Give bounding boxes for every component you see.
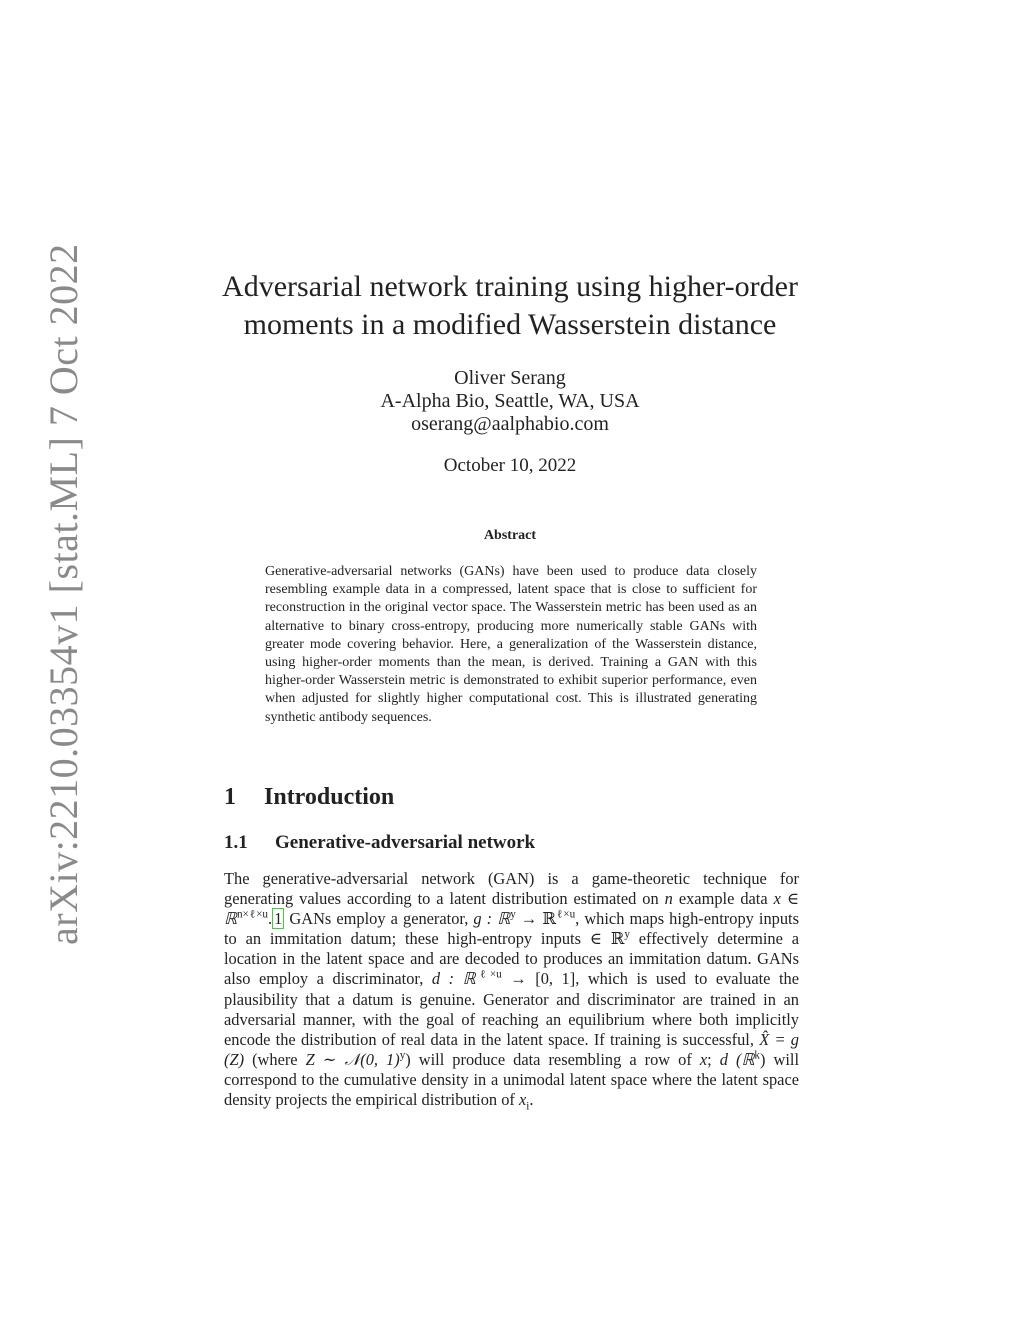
- section-title: Introduction: [264, 784, 395, 810]
- subsection-number: 1.1: [224, 832, 248, 853]
- section-number: 1: [224, 784, 236, 810]
- paper-date: October 10, 2022: [443, 455, 577, 476]
- subsection-title: Generative-adversarial network: [275, 832, 536, 853]
- title-line-2: moments in a modified Wasserstein distance: [243, 308, 777, 341]
- subsection-heading: [224, 832, 535, 854]
- arxiv-identifier: arXiv:2210.03354v1 [stat.ML] 7 Oct 2022: [41, 243, 86, 945]
- citation-link[interactable]: 1: [274, 909, 283, 929]
- title-line-1: Adversarial network training using higher-order: [222, 270, 798, 303]
- author-affiliation: A-Alpha Bio, Seattle, WA, USA: [380, 390, 640, 412]
- author-name: Oliver Serang: [454, 367, 566, 389]
- abstract-heading: Abstract: [483, 528, 537, 543]
- abstract-text: Generative-adversarial networks (GANs) have been used to produce data closely resembling example data in a compressed, latent space that is close to sufficient for reconstruction in the original vector space. The Wasserstein metric has been used as an alternative to binary cross-entropy, producing more numerically stable GANs with greater mode covering behavior. Here, a generalization of the Wasserstein distance, using higher-order moments than the mean, is derived. Training a GAN with this higher-order Wasserstein metric is demonstrated to exhibit superior performance, even when adjusted for slightly higher computational cost. This is illustrated generating synthetic antibody sequences.: [265, 564, 757, 725]
- section-heading: [224, 784, 394, 811]
- author-block: [260, 367, 760, 436]
- paper-title: [160, 268, 860, 344]
- author-email: oserang@aalphabio.com: [411, 413, 609, 435]
- introduction-paragraph: The generative-adversarial network (GAN) is a game-theoretic technique for generating values according to a latent distribution estimated on n example data x ∈ ℝ$^{n\times\ell\times u}$. 1 GANs employ a generator, g : ℝ$^y$ → ℝ$^{\ell\times u}$, which maps high-entropy inputs to an immitation datum; these high-entropy inputs ∈ ℝ$^y$ effectively determine a location in the latent space and are decoded to produces an immitation datum. GANs also employ a discriminator, d : ℝ$^{\ell\times u}$ → [0, 1], which is used to evaluate the plausibility that a datum is genuine. Generator and discriminator are trained in an adversarial manner, with the goal of reaching an equilibrium where both implicitly encode the distribution of real data in the latent space. If training is successful, X̂ = g (Z) (where Z ∼ 𝒩(0, 1)$^y$) will produce data resembling a row of x; d (ℝ$^k$) will correspond to the cumulative density in a unimodal latent space where the latent space density projects the empirical distribution of $x_i$.: [224, 869, 799, 1113]
